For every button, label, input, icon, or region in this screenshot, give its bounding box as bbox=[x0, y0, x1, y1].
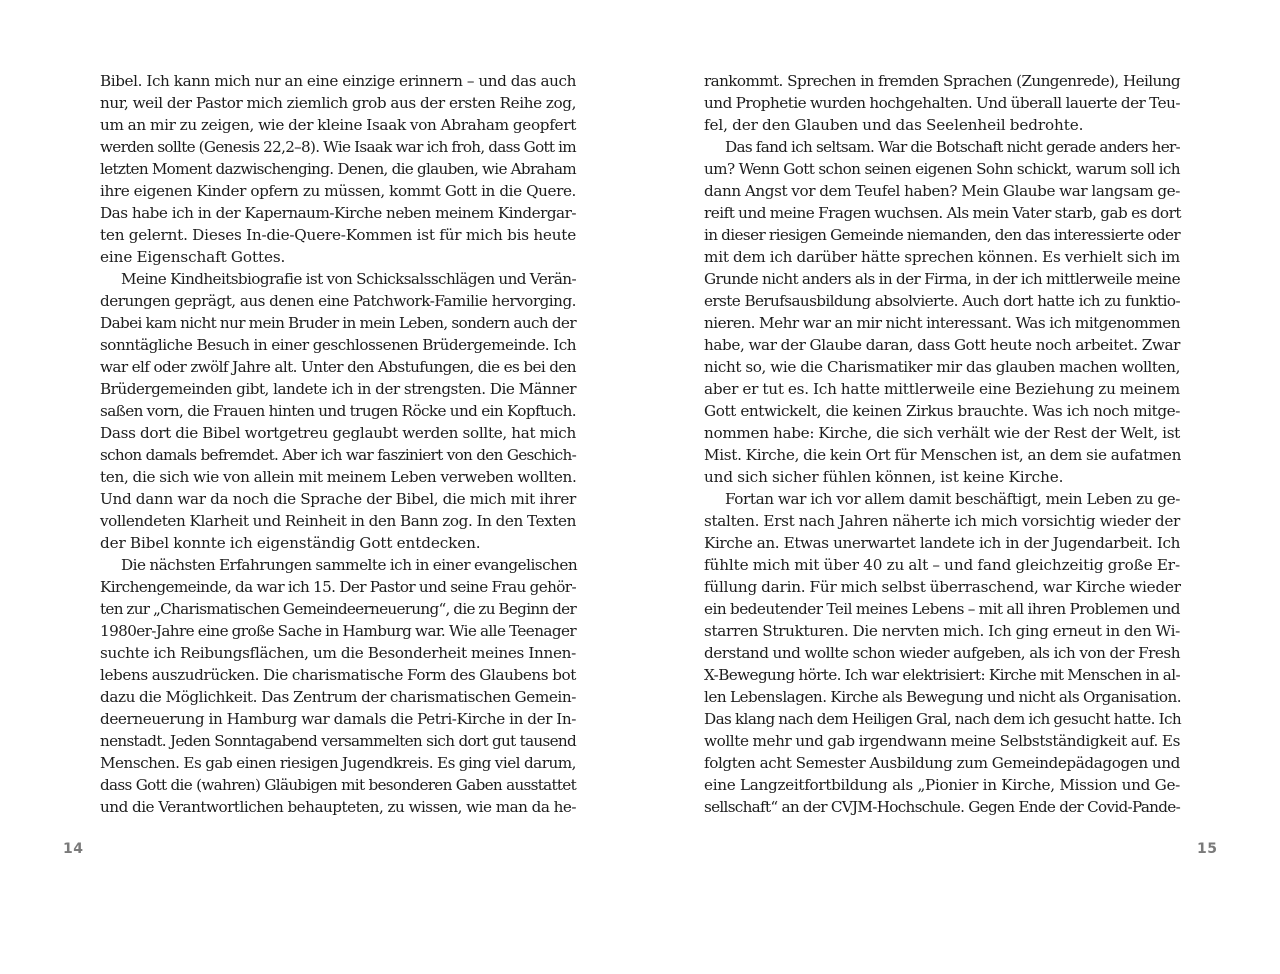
text-line: nicht so, wie die Charismatiker mir das glauben machen wollten, bbox=[704, 358, 1180, 376]
text-line: eine Langzeitfortbildung als „Pionier in Kirche, Mission und Ge- bbox=[704, 776, 1180, 794]
text-line: deerneuerung in Hamburg war damals die Petri-Kirche in der In- bbox=[100, 710, 576, 728]
text-line: fühlte mich mit über 40 zu alt – und fand gleichzeitig große Er- bbox=[704, 556, 1180, 574]
text-line: rankommt. Sprechen in fremden Sprachen (Zungenrede), Heilung bbox=[704, 72, 1180, 90]
text-line: sonntägliche Besuch in einer geschlossenen Brüdergemeinde. Ich bbox=[100, 336, 576, 354]
right-page-body bbox=[704, 70, 1180, 818]
text-line: Gott entwickelt, die keinen Zirkus brauchte. Was ich noch mitge- bbox=[704, 402, 1180, 420]
text-line: Die nächsten Erfahrungen sammelte ich in einer evangelischen bbox=[121, 556, 578, 574]
text-line: Dass dort die Bibel wortgetreu geglaubt werden sollte, hat mich bbox=[100, 424, 576, 442]
text-line: Das klang nach dem Heiligen Gral, nach dem ich gesucht hatte. Ich bbox=[704, 710, 1182, 728]
paragraph bbox=[704, 70, 1180, 136]
text-line: Fortan war ich vor allem damit beschäftigt, mein Leben zu ge- bbox=[725, 490, 1180, 508]
text-line: ten, die sich wie von allein mit meinem Leben verweben wollten. bbox=[100, 468, 577, 486]
text-line: Und dann war da noch die Sprache der Bibel, die mich mit ihrer bbox=[100, 490, 576, 508]
text-line: fel, der den Glauben und das Seelenheil bedrohte. bbox=[704, 116, 1084, 134]
text-line: Mist. Kirche, die kein Ort für Menschen ist, an dem sie aufatmen bbox=[704, 446, 1182, 464]
text-line: 1980er-Jahre eine große Sache in Hamburg war. Wie alle Teenager bbox=[100, 622, 576, 640]
text-line: um an mir zu zeigen, wie der kleine Isaak von Abraham geopfert bbox=[100, 116, 576, 134]
text-line: len Lebenslagen. Kirche als Bewegung und nicht als Organisation. bbox=[704, 688, 1182, 706]
text-line: wollte mehr und gab irgendwann meine Selbstständigkeit auf. Es bbox=[704, 732, 1180, 750]
text-line: war elf oder zwölf Jahre alt. Unter den Abstufungen, die es bei den bbox=[100, 358, 576, 376]
text-line: folgten acht Semester Ausbildung zum Gemeindepädagogen und bbox=[704, 754, 1180, 772]
text-line: Kirche an. Etwas unerwartet landete ich in der Jugendarbeit. Ich bbox=[704, 534, 1180, 552]
left-page-body bbox=[100, 70, 576, 818]
text-line: vollendeten Klarheit und Reinheit in den Bann zog. In den Texten bbox=[100, 512, 576, 530]
text-line: aber er tut es. Ich hatte mittlerweile eine Beziehung zu meinem bbox=[704, 380, 1181, 398]
text-line: Menschen. Es gab einen riesigen Jugendkreis. Es ging viel darum, bbox=[100, 754, 576, 772]
text-line: ein bedeutender Teil meines Lebens – mit all ihren Problemen und bbox=[704, 600, 1180, 618]
text-line: habe, war der Glaube daran, dass Gott heute noch arbeitet. Zwar bbox=[704, 336, 1180, 354]
text-line: Kirchengemeinde, da war ich 15. Der Pastor und seine Frau gehör- bbox=[100, 578, 576, 596]
text-line: stalten. Erst nach Jahren näherte ich mich vorsichtig wieder der bbox=[704, 512, 1180, 530]
text-line: der Bibel konnte ich eigenständig Gott entdecken. bbox=[100, 534, 481, 552]
text-line: und die Verantwortlichen behaupteten, zu wissen, wie man da he- bbox=[100, 798, 576, 816]
text-line: derstand und wollte schon wieder aufgeben, als ich von der Fresh bbox=[704, 644, 1180, 662]
text-line: Grunde nicht anders als in der Firma, in der ich mittlerweile meine bbox=[704, 270, 1180, 288]
text-line: sellschaft“ an der CVJM-Hochschule. Gegen Ende der Covid-Pande- bbox=[704, 798, 1180, 816]
text-line: und Prophetie wurden hochgehalten. Und überall lauerte der Teu- bbox=[704, 94, 1180, 112]
paragraph bbox=[100, 554, 576, 818]
text-line: und sich sicher fühlen können, ist keine Kirche. bbox=[704, 468, 1064, 486]
text-line: nommen habe: Kirche, die sich verhält wie der Rest der Welt, ist bbox=[704, 424, 1180, 442]
text-line: schon damals befremdet. Aber ich war fasziniert von den Geschich- bbox=[100, 446, 576, 464]
paragraph bbox=[100, 268, 576, 554]
text-line: dass Gott die (wahren) Gläubigen mit besonderen Gaben ausstattet bbox=[100, 776, 576, 794]
text-line: Meine Kindheitsbiografie ist von Schicksalsschlägen und Verän- bbox=[121, 270, 576, 288]
text-line: starren Strukturen. Die nervten mich. Ich ging erneut in den Wi- bbox=[704, 622, 1180, 640]
paragraph bbox=[100, 70, 576, 268]
text-line: ihre eigenen Kinder opfern zu müssen, kommt Gott in die Quere. bbox=[100, 182, 576, 200]
text-line: derungen geprägt, aus denen eine Patchwork-Familie hervorging. bbox=[100, 292, 576, 310]
text-line: ten zur „Charismatischen Gemeindeerneuerung“, die zu Beginn der bbox=[100, 600, 577, 618]
text-line: eine Eigenschaft Gottes. bbox=[100, 248, 286, 266]
text-line: nieren. Mehr war an mir nicht interessant. Was ich mitgenommen bbox=[704, 314, 1180, 332]
right-page bbox=[640, 0, 1280, 974]
text-line: erste Berufsausbildung absolvierte. Auch dort hatte ich zu funktio- bbox=[704, 292, 1180, 310]
text-line: Dabei kam nicht nur mein Bruder in mein Leben, sondern auch der bbox=[100, 314, 576, 332]
text-line: werden sollte (Genesis 22,2–8). Wie Isaak war ich froh, dass Gott im bbox=[100, 138, 576, 156]
text-line: suchte ich Reibungsflächen, um die Besonderheit meines Innen- bbox=[100, 644, 576, 662]
text-line: lebens auszudrücken. Die charismatische Form des Glaubens bot bbox=[100, 666, 576, 684]
text-line: mit dem ich darüber hätte sprechen können. Es verhielt sich im bbox=[704, 248, 1180, 266]
text-line: Das habe ich in der Kapernaum-Kirche neben meinem Kindergar- bbox=[100, 204, 576, 222]
page-number: 15 bbox=[1197, 841, 1218, 857]
text-line: füllung darin. Für mich selbst überraschend, war Kirche wieder bbox=[704, 578, 1181, 596]
text-line: ten gelernt. Dieses In-die-Quere-Kommen ist für mich bis heute bbox=[100, 226, 576, 244]
text-line: dazu die Möglichkeit. Das Zentrum der charismatischen Gemein- bbox=[100, 688, 576, 706]
text-line: nenstadt. Jeden Sonntagabend versammelten sich dort gut tausend bbox=[100, 732, 576, 750]
page-number: 14 bbox=[63, 841, 84, 857]
paragraph bbox=[704, 488, 1180, 818]
text-line: dann Angst vor dem Teufel haben? Mein Glaube war langsam ge- bbox=[704, 182, 1180, 200]
text-line: reift und meine Fragen wuchsen. Als mein Vater starb, gab es dort bbox=[704, 204, 1181, 222]
text-line: saßen vorn, die Frauen hinten und trugen Röcke und ein Kopftuch. bbox=[100, 402, 576, 420]
text-line: Bibel. Ich kann mich nur an eine einzige erinnern – und das auch bbox=[100, 72, 576, 90]
text-line: Brüdergemeinden gibt, landete ich in der strengsten. Die Männer bbox=[100, 380, 576, 398]
text-line: Das fand ich seltsam. War die Botschaft nicht gerade anders her- bbox=[725, 138, 1180, 156]
text-line: um? Wenn Gott schon seinen eigenen Sohn schickt, warum soll ich bbox=[704, 160, 1180, 178]
text-line: nur, weil der Pastor mich ziemlich grob aus der ersten Reihe zog, bbox=[100, 94, 576, 112]
text-line: in dieser riesigen Gemeinde niemanden, den das interessierte oder bbox=[704, 226, 1181, 244]
text-line: X-Bewegung hörte. Ich war elektrisiert: Kirche mit Menschen in al- bbox=[704, 666, 1180, 684]
paragraph bbox=[704, 136, 1180, 488]
text-line: letzten Moment dazwischenging. Denen, die glauben, wie Abraham bbox=[100, 160, 576, 178]
